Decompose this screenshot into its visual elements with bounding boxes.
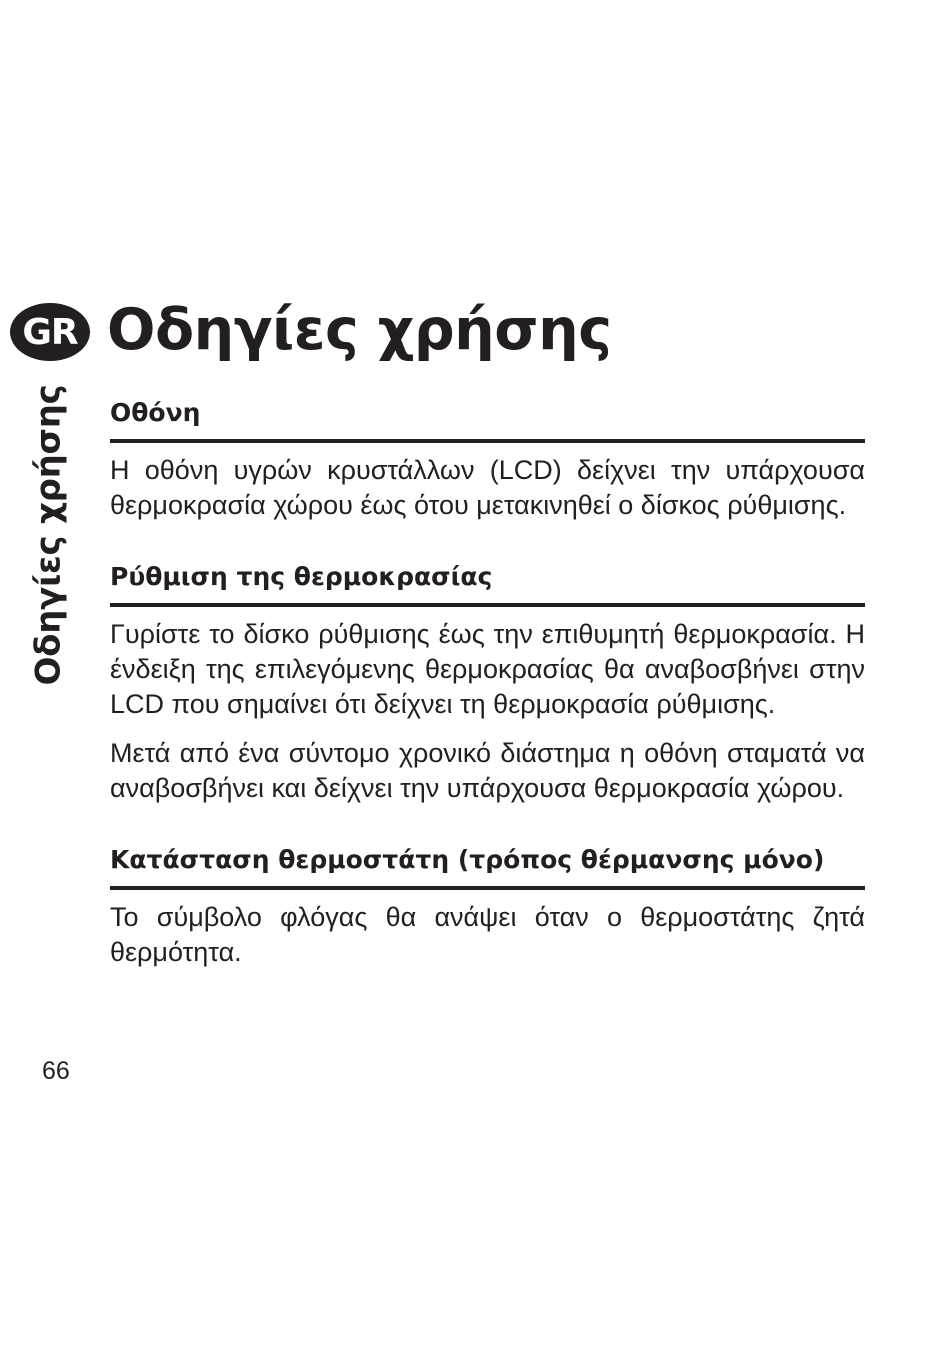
section-display <box>110 395 865 523</box>
section-thermostat-status <box>110 842 865 970</box>
side-section-tab-label: Οδηγίες χρήσης <box>28 384 68 686</box>
side-section-tab <box>13 384 83 686</box>
page-title: Οδηγίες χρήσης <box>107 297 612 363</box>
section-paragraph: Το σύμβολο φλόγας θα ανάψει όταν ο θερμοστάτης ζητά θερμότητα. <box>110 902 865 967</box>
section-temperature-setting <box>110 559 865 806</box>
section-paragraph: Γυρίστε το δίσκο ρύθμισης έως την επιθυμητή θερμοκρασία. Η ένδειξη της επιλεγόμενης θερμοκρασίας θα αναβοσβήνει στην LCD που σημαίνει ότι δείχνει τη θερμοκρασία ρύθμισης. <box>110 619 865 719</box>
page-content <box>110 395 865 970</box>
language-badge-label: GR <box>22 311 78 353</box>
page-number: 66 <box>42 1057 70 1085</box>
section-paragraph: Μετά από ένα σύντομο χρονικό διάστημα η οθόνη σταματά να αναβοσβήνει και δείχνει την υπάρχουσα θερμοκρασία χώρου. <box>110 738 865 803</box>
section-heading: Οθόνη <box>110 395 865 443</box>
section-heading: Κατάσταση θερμοστάτη (τρόπος θέρμανσης μόνο) <box>110 842 865 890</box>
language-badge <box>10 303 90 361</box>
section-paragraph: Η οθόνη υγρών κρυστάλλων (LCD) δείχνει την υπάρχουσα θερμοκρασία χώρου έως ότου μετακινηθεί ο δίσκος ρύθμισης. <box>110 455 865 520</box>
section-heading: Ρύθμιση της θερμοκρασίας <box>110 559 865 607</box>
